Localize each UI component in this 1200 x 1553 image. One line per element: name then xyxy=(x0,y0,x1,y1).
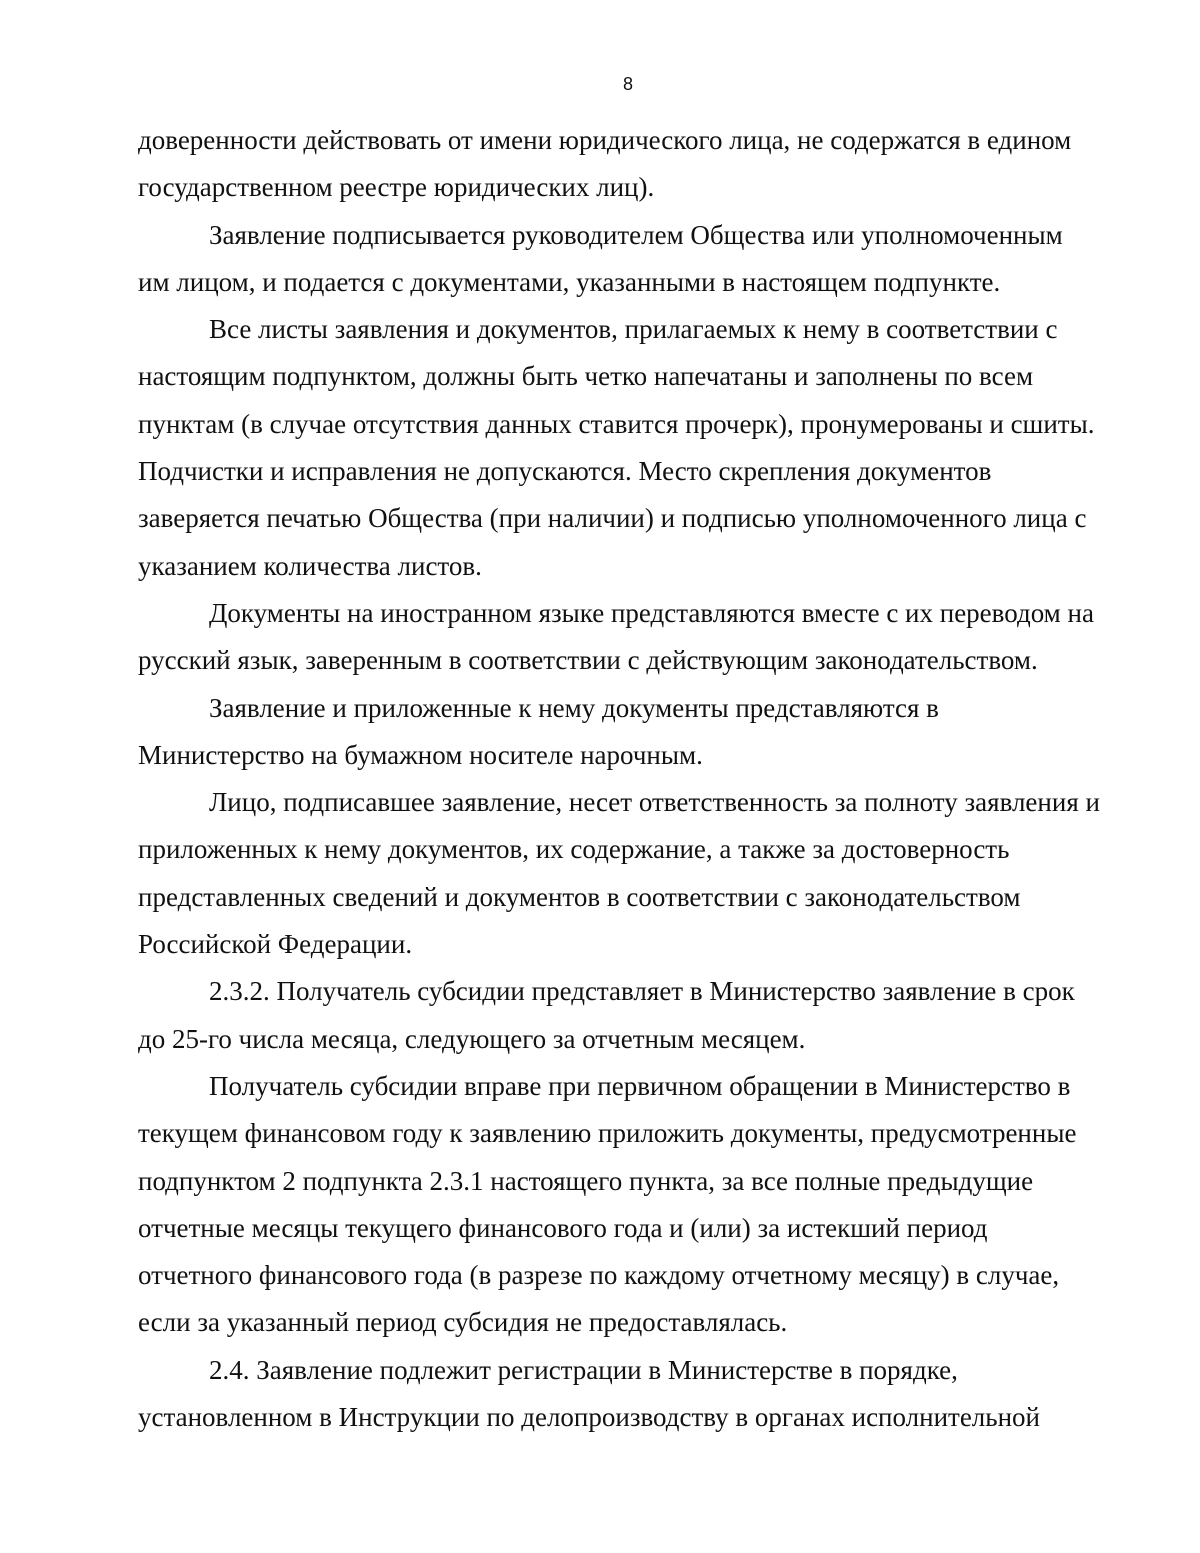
paragraph-initial-application: Получатель субсидии вправе при первичном обращении в Министерство в текущем финансовом году к заявлению приложить документы, предусмотренные подпунктом 2 подпункта 2.3.1 настоящего пункта, за все полные предыдущие отчетные месяцы текущего финансового года и (или) за истекший период отчетного финансового года (в разрезе по каждому отчетному месяцу) в случае, если за указанный период субсидия не предоставлялась. xyxy=(138,1070,1077,1338)
paragraph-signature-requirement: Заявление подписывается руководителем Общества или уполномоченным им лицом, и подается с документами, указанными в настоящем подпункте. xyxy=(138,219,1063,297)
paragraph-responsibility: Лицо, подписавшее заявление, несет ответственность за полноту заявления и приложенных к нему документов, их содержание, а также за достоверность представленных сведений и документов в соответствии с законодательством Российской Федерации. xyxy=(138,787,1100,960)
paragraph-2-4: 2.4. Заявление подлежит регистрации в Министерстве в порядке, установленном в Инструкции по делопроизводству в органах исполнительной xyxy=(138,1354,1040,1433)
paragraph-foreign-language: Документы на иностранном языке представляются вместе с их переводом на русский язык, заверенным в соответствии с действующим законодательством. xyxy=(138,597,1094,676)
paragraph-submission-method: Заявление и приложенные к нему документы представляются в Министерство на бумажном носителе нарочным. xyxy=(138,692,939,770)
paragraph-2-3-2: 2.3.2. Получатель субсидии представляет в Министерство заявление в срок до 25-го числа месяца, следующего за отчетным месяцем. xyxy=(138,976,1075,1054)
page-number: 8 xyxy=(622,74,633,94)
paragraph-sheet-requirements: Все листы заявления и документов, прилагаемых к нему в соответствии с настоящим подпунктом, должны быть четко напечатаны и заполнены по всем пунктам (в случае отсутствия данных ставится прочерк), пронумерованы и сшиты. Подчистки и исправления не допускаются. Место скрепления документов заверяется печатью Общества (при наличии) и подписью уполномоченного лица с указанием количества листов. xyxy=(138,314,1095,581)
paragraph-continuation: доверенности действовать от имени юридического лица, не содержатся в едином государственном реестре юридических лиц). xyxy=(138,125,1072,203)
document-body xyxy=(138,117,1116,1441)
